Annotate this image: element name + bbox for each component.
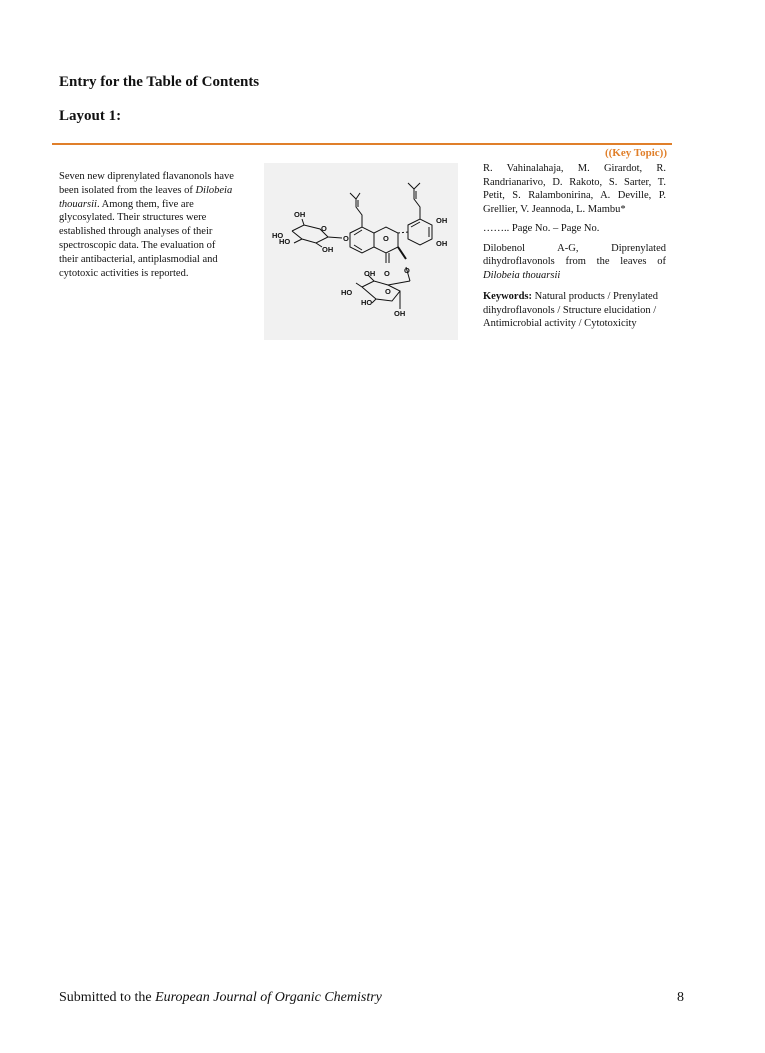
ring-a	[350, 227, 374, 253]
abstract-text	[59, 170, 237, 280]
label-ho-2: HO	[279, 237, 291, 246]
label-o-4: O	[384, 269, 390, 278]
ring-b	[408, 219, 432, 245]
abstract-species: Dilobeia thouarsii	[59, 184, 233, 210]
label-ho-1: HO	[272, 231, 284, 240]
page-number: 8	[677, 990, 684, 1005]
orange-divider	[52, 143, 672, 145]
keywords	[483, 290, 666, 331]
keywords-label: Keywords:	[483, 291, 532, 302]
abstract-part-2: . Among them, five are glycosylated. Their structures were established through analyses of their spectroscopic data. The evaluation of their antibacterial, antiplasmodial and cytotoxic activities is reported.	[59, 198, 218, 279]
footer-prefix: Submitted to the	[59, 990, 156, 1005]
label-oh-4: OH	[436, 239, 448, 248]
footer-journal-name: European Journal of Organic Chemistry	[155, 990, 382, 1005]
label-oh-5: OH	[364, 269, 376, 278]
label-oh-3: OH	[436, 216, 448, 225]
chemical-structure-graphic	[264, 163, 458, 340]
footer-journal	[59, 990, 382, 1006]
layout-label: Layout 1:	[59, 108, 122, 124]
toc-heading: Entry for the Table of Contents	[59, 74, 260, 90]
label-o-5: O	[404, 266, 410, 275]
label-ho-3: HO	[341, 288, 353, 297]
article-title	[483, 242, 666, 283]
molecule-drawing	[264, 163, 458, 340]
keywords-text: Natural products / Prenylated dihydroflavonols / Structure elucidation / Antimicrobial activity / Cytotoxicity	[483, 291, 658, 329]
label-o-2: O	[343, 234, 349, 243]
title-species: Dilobeia thouarsii	[483, 269, 561, 281]
right-column	[483, 162, 666, 331]
label-o-6: O	[385, 287, 391, 296]
abstract-part-1: Seven new diprenylated flavanonols have been isolated from the leaves of	[59, 171, 234, 196]
label-oh-6: OH	[394, 309, 406, 318]
key-topic: ((Key Topic))	[604, 147, 667, 159]
author-list: R. Vahinalahaja, M. Girardot, R. Randrianarivo, D. Rakoto, S. Sarter, T. Petit, S. Ralambonirina, A. Deville, P. Grellier, V. Jeannoda, L. Mambu*	[483, 163, 666, 215]
label-ho-4: HO	[361, 298, 373, 307]
title-part-1: Dilobenol A-G, Diprenylated dihydroflavonols from the leaves of	[483, 242, 666, 267]
label-oh-2: OH	[322, 245, 334, 254]
page-range: …….. Page No. – Page No.	[483, 223, 600, 234]
label-oh-1: OH	[294, 210, 306, 219]
label-o-3: O	[383, 234, 389, 243]
label-o-1: O	[321, 224, 327, 233]
